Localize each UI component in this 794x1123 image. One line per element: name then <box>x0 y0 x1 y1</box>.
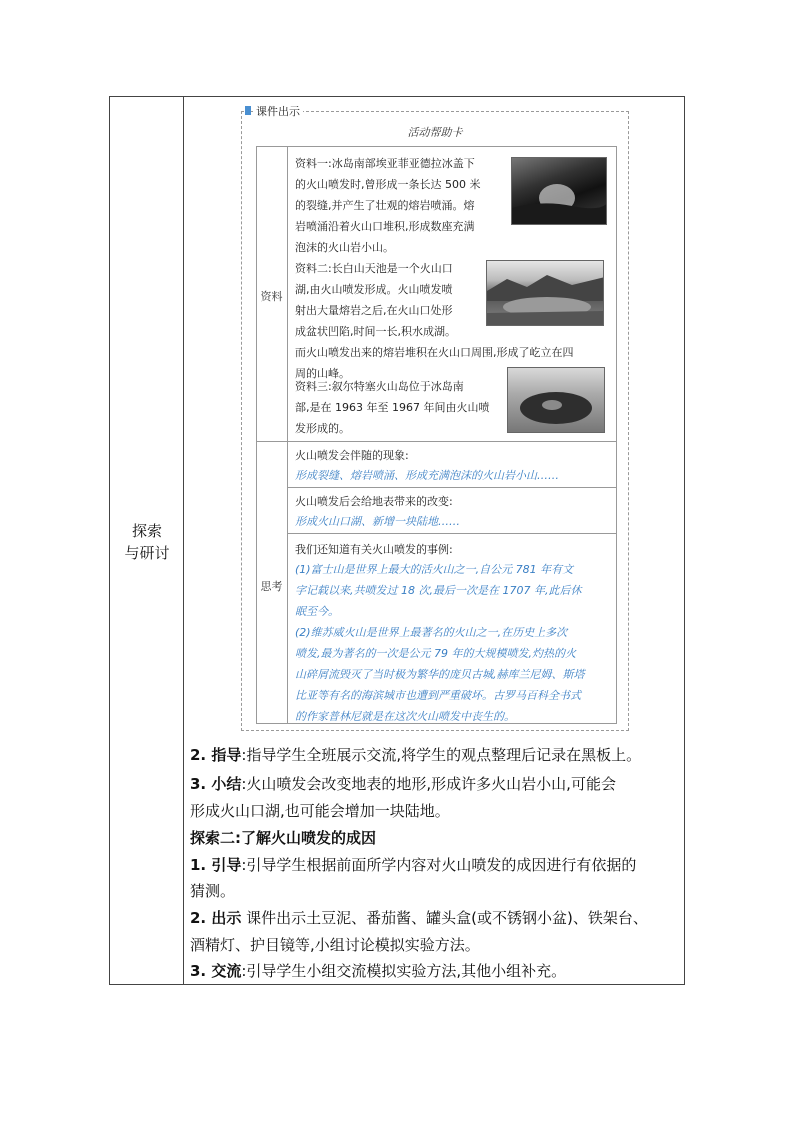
crater-lake-photo <box>486 260 604 326</box>
material-3: 资料三:叙尔特塞火山岛位于冰岛南 部,是在 1963 年至 1967 年间由火山喷 发形成的。 <box>295 380 490 435</box>
volcanic-island-photo <box>507 367 605 433</box>
step-exchange: 3. 交流:引导学生小组交流模拟实验方法,其他小组补充。 <box>190 962 567 980</box>
thinking-label: 思考 <box>260 580 283 593</box>
material-2: 资料二:长白山天池是一个火山口 湖,由火山喷发形成。火山喷发喷 射出大量熔岩之后,在火山口处形 成盆状凹陷,时间一长,积水成湖。 而火山喷发出来的熔岩堆积在火山口周围,形成了屹立在四 周的山峰。 <box>295 262 574 380</box>
eruption-photo <box>511 157 607 225</box>
answer-1: 形成裂缝、熔岩喷涌、形成充满泡沫的火山岩小山…… <box>295 469 559 482</box>
explore-two-heading: 探索二:了解火山喷发的成因 <box>190 829 376 847</box>
step-lead: 1. 引导:引导学生根据前面所学内容对火山喷发的成因进行有依据的 <box>190 856 637 874</box>
question-1: 火山喷发会伴随的现象: <box>295 449 409 462</box>
question-2: 火山喷发后会给地表带来的改变: <box>295 495 453 508</box>
step-show: 2. 出示 课件出示土豆泥、番茄酱、罐头盒(或不锈钢小盆)、铁架台、 <box>190 909 648 927</box>
step-guide: 2. 指导:指导学生全班展示交流,将学生的观点整理后记录在黑板上。 <box>190 746 642 764</box>
card-tag: 课件出示 <box>253 103 303 119</box>
answer-2: 形成火山口湖、新增一块陆地…… <box>295 515 460 528</box>
left-column <box>110 97 184 984</box>
materials-label: 资料 <box>260 290 283 303</box>
step-summary: 3. 小结:火山喷发会改变地表的地形,形成许多火山岩小山,可能会 <box>190 775 616 793</box>
card-title: 活动帮助卡 <box>407 126 463 139</box>
section-label: 探索 与研讨 <box>124 522 170 562</box>
material-1: 资料一:冰岛南部埃亚菲亚德拉冰盖下 的火山喷发时,曾形成一条长达 500 米 的裂缝,并产生了壮观的熔岩喷涌。熔 岩喷涌沿着火山口堆积,形成数座充满 泡沫的火山岩小山。 <box>295 157 481 254</box>
question-3: 我们还知道有关火山喷发的事例: <box>295 543 453 556</box>
answer-3: (1)富士山是世界上最大的活火山之一,自公元 781 年有文 字记载以来,共喷发过 18 次,最后一次是在 1707 年,此后休 眠至今。 (2)维苏威火山是世界上最著名的火山之一,在历史上多次 喷发,最为著名的一次是公元 79 年的大规模喷发,灼热的火 山碎屑流毁灭了当时极为繁华的庞贝古城,赫库兰尼姆、斯塔 比亚等有名的海滨城市也遭到严重破坏。古罗马百科全书式 的作家普林尼就是在这次火山喷发中丧生的。 <box>295 563 585 723</box>
